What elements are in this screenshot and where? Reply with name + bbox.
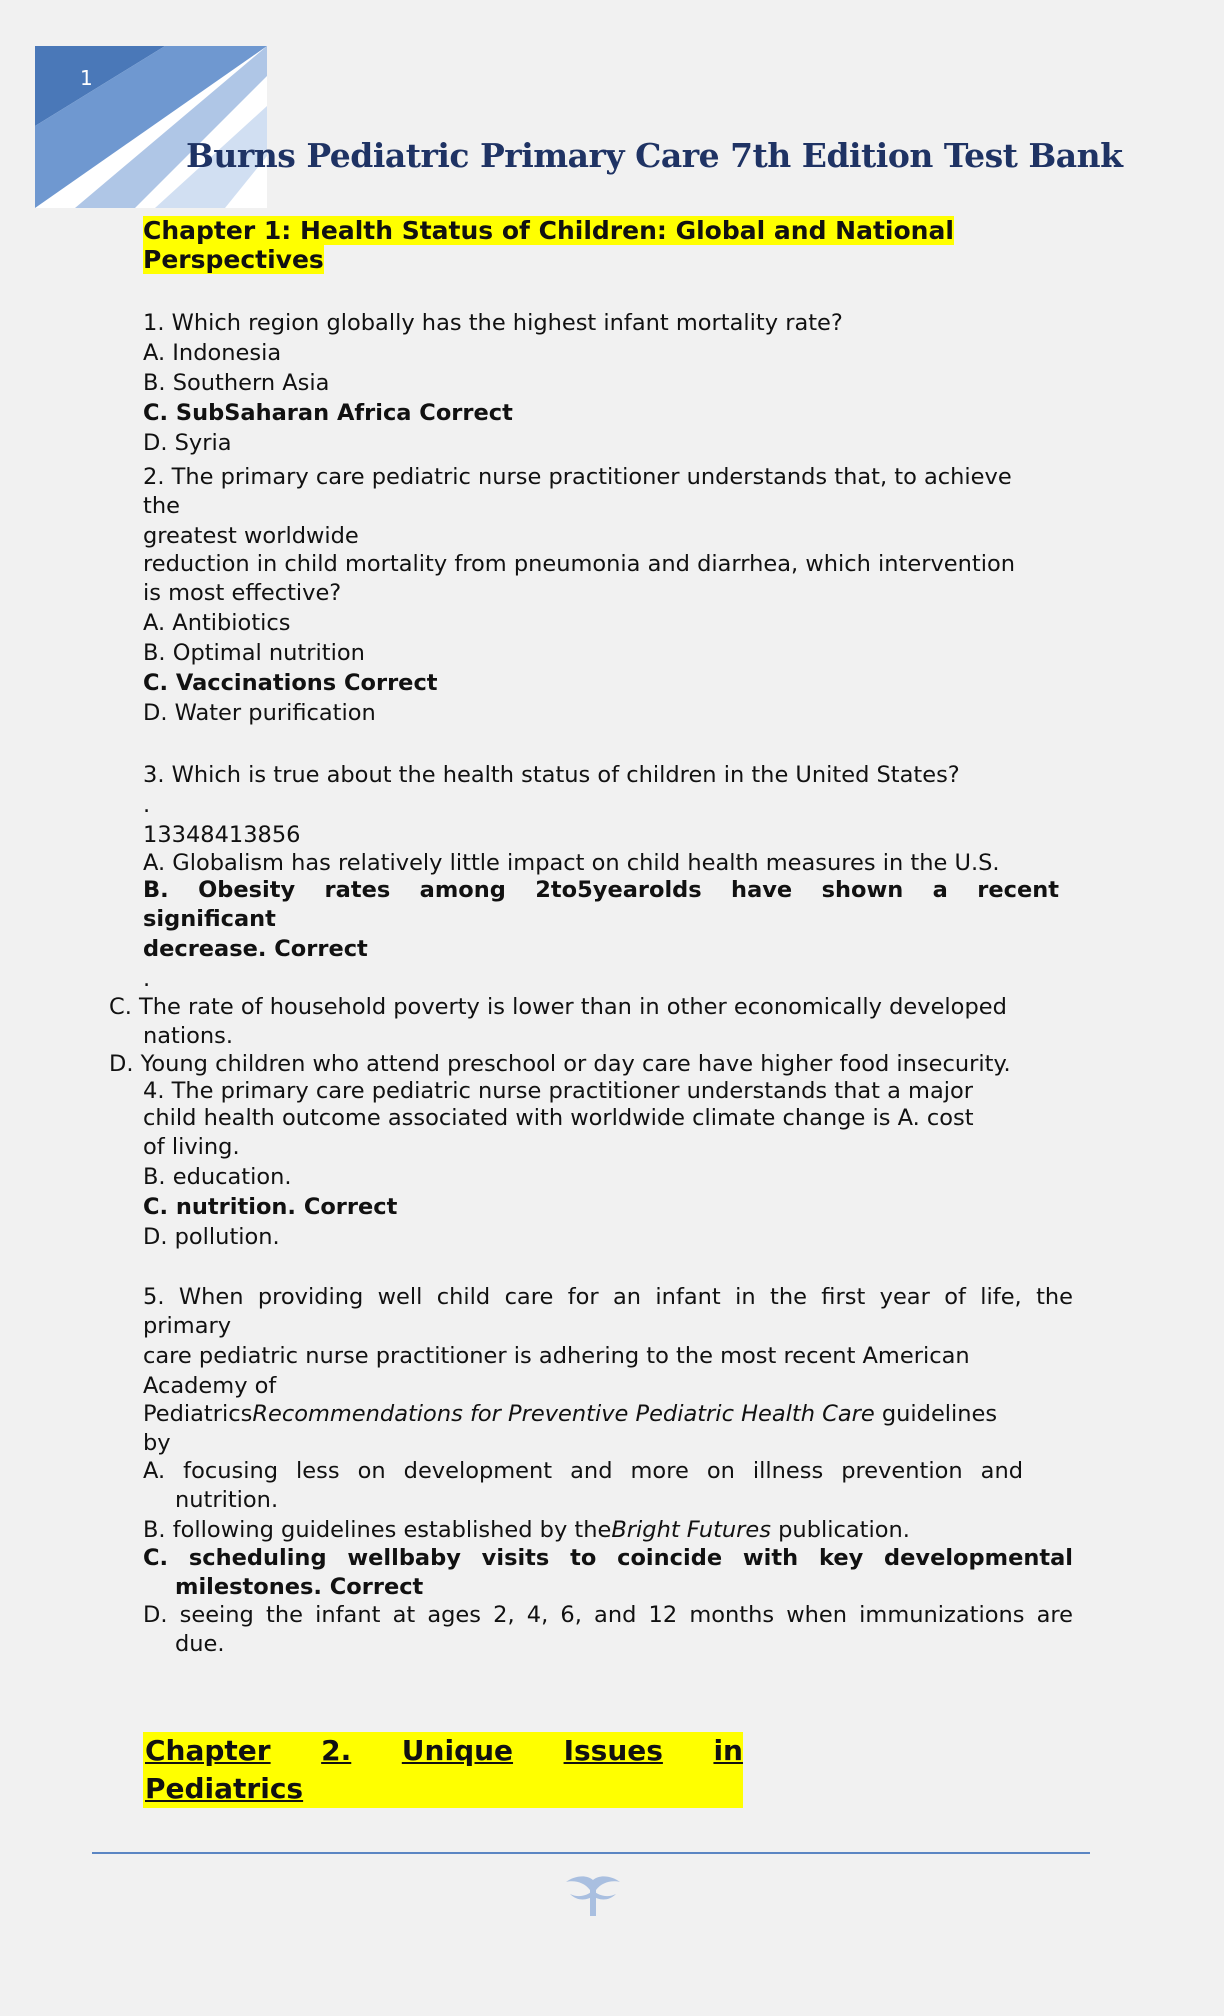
q5-option-b-suffix: publication. — [771, 1517, 910, 1543]
chapter-2-word-2: 2. — [321, 1734, 352, 1767]
q1-option-b: B. Southern Asia — [143, 370, 330, 396]
footer-divider — [92, 1852, 1090, 1854]
q3-option-b-correct-line2: significant — [143, 906, 276, 932]
q5-stem-line3: care pediatric nurse practitioner is adhering to the most recent American — [143, 1343, 970, 1369]
q4-stem-line3: of living. — [143, 1134, 240, 1160]
fleur-ornament-icon — [556, 1872, 630, 1920]
q5-option-c-correct-line2: milestones. Correct — [175, 1574, 424, 1600]
q3-code: 13348413856 — [143, 822, 301, 848]
q4-option-b: B. education. — [143, 1164, 292, 1190]
q1-option-d: D. Syria — [143, 430, 232, 456]
chapter-2-heading — [143, 1732, 743, 1808]
chapter-2-word-5: in — [713, 1734, 743, 1767]
q4-stem-line2: child health outcome associated with worldwide climate change is A. cost — [143, 1105, 974, 1131]
q5-stem-line4: Academy of — [143, 1373, 277, 1399]
q1-option-a: A. Indonesia — [143, 340, 282, 366]
question-list — [109, 308, 1075, 1659]
q3-option-b-correct-line3: decrease. Correct — [143, 936, 368, 962]
q3-option-a: A. Globalism has relatively little impact on child health measures in the U.S. — [143, 850, 1000, 876]
chapter-2-word-3: Unique — [401, 1734, 514, 1767]
page-number: 1 — [80, 66, 93, 90]
chapter-1-heading-line2: Perspectives — [143, 245, 324, 274]
q3-option-c-line1: C. The rate of household poverty is lower than in other economically developed — [109, 994, 1007, 1020]
q2-option-c-correct: C. Vaccinations Correct — [143, 670, 438, 696]
q3-option-c-line2: nations. — [143, 1023, 234, 1049]
chapter-2-heading-line1 — [143, 1732, 743, 1770]
q5-stem-line5-italic: Recommendations for Preventive Pediatric Health Care — [252, 1401, 875, 1427]
q5-stem-line2: primary — [143, 1313, 232, 1339]
q5-stem-line5-suffix: guidelines — [874, 1401, 998, 1427]
q2-option-d: D. Water purification — [143, 700, 376, 726]
q1-option-c-correct: C. SubSaharan Africa Correct — [143, 400, 513, 426]
q5-option-d-line2: due. — [175, 1631, 225, 1657]
chapter-2-word-4: Issues — [563, 1734, 663, 1767]
q3-dot-1: . — [143, 792, 151, 818]
chapter-2-word-1: Chapter — [145, 1734, 271, 1767]
q5-option-d-line1: D. seeing the infant at ages 2, 4, 6, and 12 months when immunizations are — [143, 1602, 1073, 1628]
q3-option-d: D. Young children who attend preschool or day care have higher food insecurity. — [109, 1051, 1011, 1077]
q2-stem-line3: greatest worldwide — [143, 523, 359, 549]
q3-option-b-correct-line1: B. Obesity rates among 2to5yearolds have shown a recent — [143, 877, 1059, 903]
corner-decoration — [35, 46, 267, 208]
q5-stem-line5-prefix: Pediatrics — [143, 1401, 253, 1427]
q4-stem-line1: 4. The primary care pediatric nurse practitioner understands that a major — [143, 1078, 974, 1104]
q3-dot-2: . — [143, 966, 151, 992]
q4-option-c-correct: C. nutrition. Correct — [143, 1194, 398, 1220]
chapter-1-heading-line1: Chapter 1: Health Status of Children: Global and National — [143, 216, 954, 245]
q5-option-c-correct-line1: C. scheduling wellbaby visits to coincide with key developmental — [143, 1545, 1073, 1571]
q4-option-d: D. pollution. — [143, 1224, 280, 1250]
q2-option-b: B. Optimal nutrition — [143, 640, 365, 666]
q1-stem: 1. Which region globally has the highest infant mortality rate? — [143, 310, 843, 336]
chapter-2-heading-line2: Pediatrics — [145, 1772, 304, 1805]
q5-option-a-line1: A. focusing less on development and more on illness prevention and — [143, 1458, 1023, 1484]
q5-stem-line6: by — [143, 1430, 171, 1456]
q5-option-b — [143, 1515, 1075, 1545]
q5-option-a-line2: nutrition. — [175, 1487, 279, 1513]
q2-stem-line4: reduction in child mortality from pneumonia and diarrhea, which intervention — [143, 551, 1015, 577]
q5-stem-line5 — [143, 1401, 1075, 1428]
q2-option-a: A. Antibiotics — [143, 610, 291, 636]
q2-stem-line1: 2. The primary care pediatric nurse practitioner understands that, to achieve — [143, 464, 1012, 490]
q2-stem-line5: is most effective? — [143, 580, 342, 606]
q5-option-b-italic: Bright Futures — [611, 1517, 771, 1543]
document-title: Burns Pediatric Primary Care 7th Edition Test Bank — [186, 136, 1123, 175]
q2-stem-line2: the — [143, 493, 180, 519]
q5-stem-line1: 5. When providing well child care for an infant in the first year of life, the — [143, 1284, 1073, 1310]
chapter-1-heading — [143, 216, 983, 274]
q3-stem: 3. Which is true about the health status of children in the United States? — [143, 762, 960, 788]
q5-option-b-prefix: B. following guidelines established by the — [143, 1517, 612, 1543]
